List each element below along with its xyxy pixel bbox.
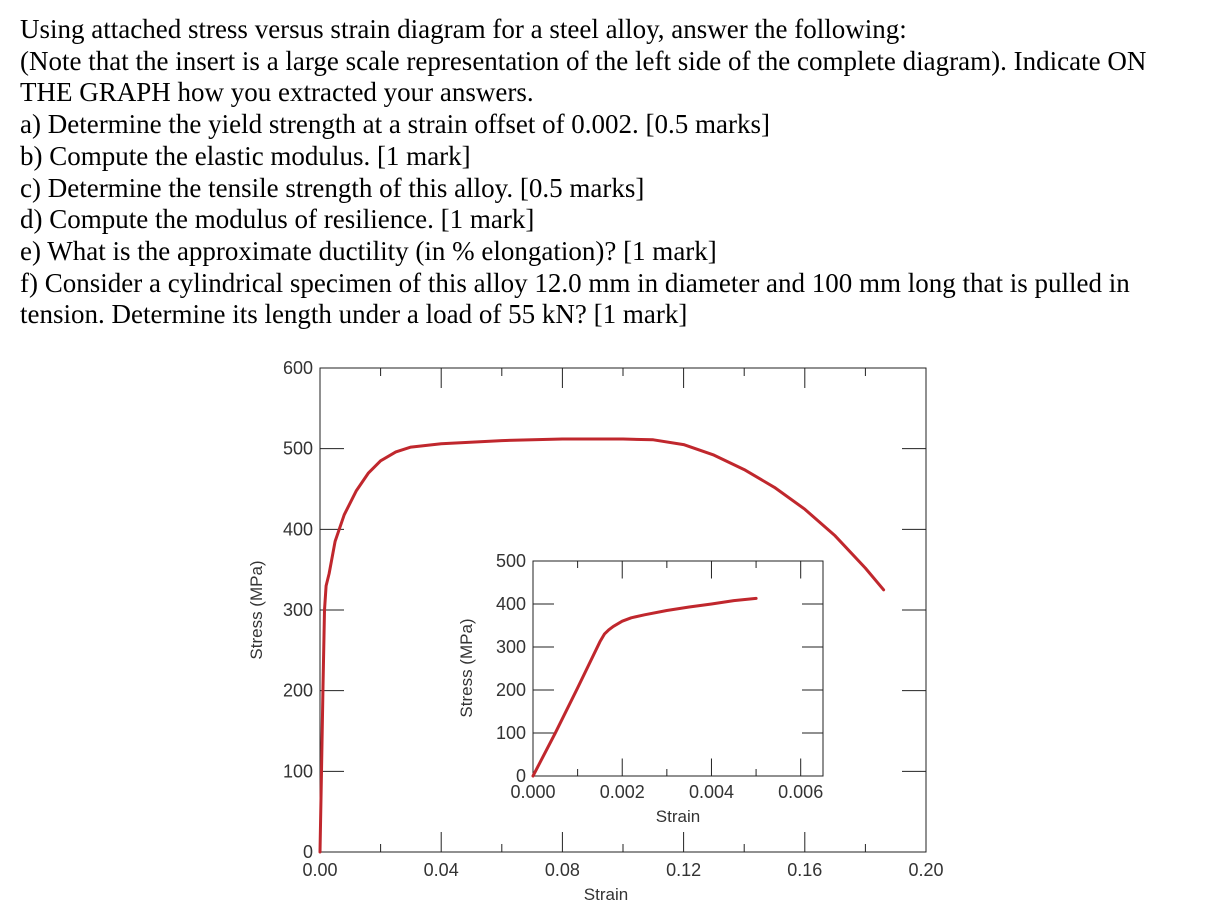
- main-ytick-label: 200: [282, 680, 313, 701]
- question-line-intro: Using attached stress versus strain diagram for a steel alloy, answer the following:: [20, 14, 907, 44]
- question-line-note-cont: THE GRAPH how you extracted your answers.: [20, 77, 534, 108]
- inset-xtick-label: 0.006: [778, 782, 824, 802]
- inset-ytick-label: 200: [495, 680, 526, 700]
- main-xtick-label: 0.20: [908, 860, 944, 880]
- main-ytick-label: 400: [282, 519, 313, 540]
- question-line-note: (Note that the insert is a large scale representation of the left side of the complete diagram). Indicate ON: [20, 45, 1147, 76]
- main-y-axis-title: Stress (MPa): [247, 560, 266, 660]
- main-x-axis-title: Strain: [583, 885, 629, 904]
- main-xtick-label: 0.16: [787, 860, 823, 880]
- inset-xtick-label: 0.004: [688, 782, 734, 802]
- main-ytick-label: 0: [302, 842, 313, 862]
- main-xtick-label: 0.04: [423, 860, 459, 880]
- inset-ytick-label: 500: [495, 551, 526, 571]
- question-part-e: e) What is the approximate ductility (in % elongation)? [1 mark]: [20, 235, 717, 266]
- inset-ytick-label: 300: [495, 637, 526, 657]
- question-part-b: b) Compute the elastic modulus. [1 mark]: [20, 140, 471, 171]
- main-ytick-label: 500: [282, 438, 313, 459]
- main-xtick-label: 0.12: [666, 860, 702, 880]
- inset-xtick-label: 0.002: [599, 782, 645, 802]
- inset-ytick-label: 400: [495, 594, 526, 614]
- inset-xtick-label: 0.000: [510, 782, 556, 802]
- question-part-f-cont: tension. Determine its length under a load of 55 kN? [1 mark]: [20, 299, 688, 330]
- inset-y-axis-title: Stress (MPa): [457, 618, 476, 718]
- main-ytick-label: 300: [282, 600, 313, 620]
- question-part-c: c) Determine the tensile strength of this alloy. [0.5 marks]: [20, 172, 645, 203]
- question-part-d: d) Compute the modulus of resilience. [1 mark]: [20, 204, 535, 235]
- main-xtick-label: 0.00: [302, 860, 338, 880]
- inset-ytick-label: 0: [515, 766, 526, 786]
- inset-x-axis-title: Strain: [655, 807, 701, 826]
- inset-plot-frame: [533, 561, 823, 776]
- inset-ytick-label: 100: [495, 723, 526, 743]
- main-ytick-label: 600: [282, 358, 313, 378]
- question-part-f: f) Consider a cylindrical specimen of this alloy 12.0 mm in diameter and 100 mm long that is pulled in: [20, 267, 1130, 298]
- question-part-a: a) Determine the yield strength at a strain offset of 0.002. [0.5 marks]: [20, 109, 771, 140]
- main-ytick-label: 100: [282, 761, 313, 782]
- main-xtick-label: 0.08: [544, 860, 580, 880]
